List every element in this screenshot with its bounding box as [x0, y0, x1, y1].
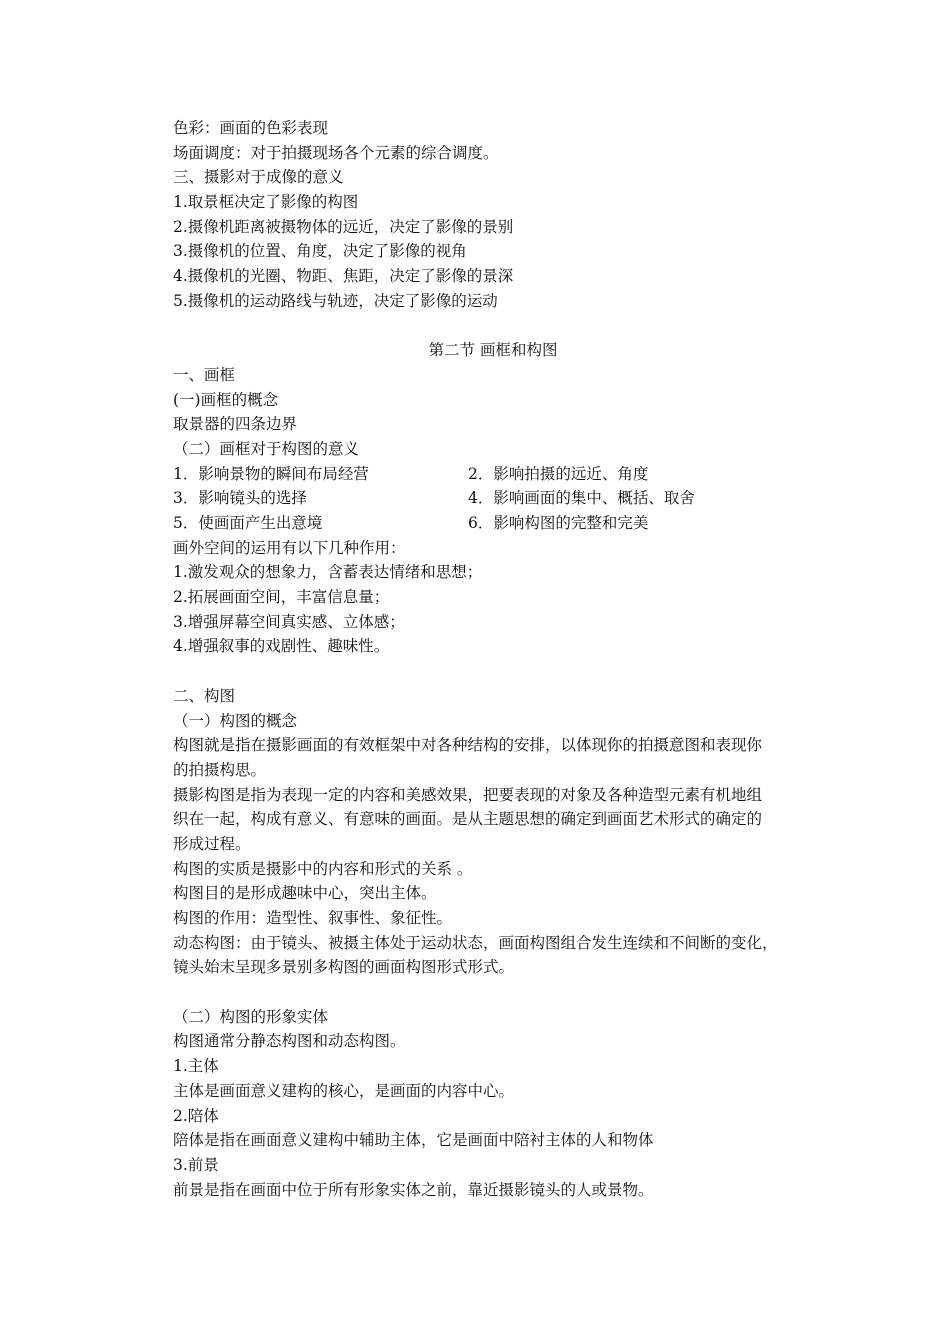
subsection-title: （二）构图的形象实体 [173, 1007, 329, 1026]
part-title-composition: 二、构图 [173, 686, 236, 705]
grid-cell: 2．影响拍摄的远近、角度 [468, 464, 649, 483]
grid-cell: 5．使画面产生出意境 [173, 514, 323, 532]
text-line: 构图通常分静态构图和动态构图。 [173, 1032, 406, 1051]
paragraph-line: 织在一起，构成有意义、有意味的画面。是从主题思想的确定到画面艺术形式的确定的 [173, 810, 763, 829]
text-line: 前景是指在画面中位于所有形象实体之前，靠近摄影镜头的人或景物。 [173, 1180, 654, 1199]
paragraph-line: 构图就是指在摄影画面的有效框架中对各种结构的安排，以体现你的拍摄意图和表现你 [173, 736, 763, 755]
grid-row [173, 486, 813, 511]
grid-cell: 4．影响画面的集中、概括、取舍 [468, 489, 695, 508]
list-item: 5.摄像机的运动路线与轨迹，决定了影像的运动 [173, 291, 498, 310]
text-line-mise-en-scene: 场面调度：对于拍摄现场各个元素的综合调度。 [173, 143, 499, 162]
item-title: 1.主体 [173, 1057, 219, 1076]
paragraph-line: 形成过程。 [173, 834, 251, 853]
subsection-title: (一)画框的概念 [173, 390, 279, 409]
paragraph-line: 镜头始末呈现多景别多构图的画面构图形式形式。 [173, 958, 515, 977]
text-line: 构图目的是形成趣味中心，突出主体。 [173, 884, 437, 903]
grid-row [173, 462, 813, 487]
text-line: 主体是画面意义建构的核心，是画面的内容中心。 [173, 1081, 515, 1100]
text-line-color: 色彩：画面的色彩表现 [173, 119, 329, 137]
list-item: 3.增强屏幕空间真实感、立体感； [173, 612, 405, 631]
paragraph-line: 的拍摄构思。 [173, 760, 267, 779]
grid-cell: 6．影响构图的完整和完美 [468, 514, 649, 532]
list-item: 2.拓展画面空间，丰富信息量； [173, 588, 390, 607]
grid-cell: 1．影响景物的瞬间布局经营 [173, 464, 369, 483]
list-item: 1.取景框决定了影像的构图 [173, 193, 359, 212]
paragraph-line: 动态构图：由于镜头、被摄主体处于运动状态，画面构图组合发生连续和不间断的变化， [173, 933, 778, 952]
subsection-title: （二）画框对于构图的意义 [173, 439, 360, 458]
item-title: 2.陪体 [173, 1106, 219, 1125]
text-line: 陪体是指在画面意义建构中辅助主体，它是画面中陪衬主体的人和物体 [173, 1131, 654, 1150]
text-line: 构图的实质是摄影中的内容和形式的关系 。 [173, 859, 473, 878]
grid-cell: 3．影响镜头的选择 [173, 489, 307, 508]
section-heading: 第二节 画框和构图 [428, 341, 558, 360]
text-line: 构图的作用：造型性、叙事性、象征性。 [173, 909, 453, 927]
item-title: 3.前景 [173, 1155, 219, 1174]
blank-line [173, 980, 813, 1005]
blank-line [173, 659, 813, 684]
list-item: 4.增强叙事的戏剧性、趣味性。 [173, 637, 390, 656]
subsection-title: （一）构图的概念 [173, 711, 298, 730]
list-item: 2.摄像机距离被摄物体的远近，决定了影像的景别 [173, 217, 514, 236]
list-item: 4.摄像机的光圈、物距、焦距，决定了影像的景深 [173, 267, 514, 286]
text-line: 画外空间的运用有以下几种作用： [173, 538, 406, 557]
list-item: 1.激发观众的想象力，含蓄表达情绪和思想； [173, 563, 483, 582]
document-body [173, 116, 813, 1202]
part-title-frame: 一、画框 [173, 365, 236, 384]
list-item: 3.摄像机的位置、角度，决定了影像的视角 [173, 242, 467, 261]
paragraph-line: 摄影构图是指为表现一定的内容和美感效果，把要表现的对象及各种造型元素有机地组 [173, 785, 763, 804]
grid-row [173, 511, 813, 536]
section-title-3: 三、摄影对于成像的意义 [173, 168, 344, 187]
blank-line [173, 314, 813, 339]
text-line: 取景器的四条边界 [173, 415, 298, 434]
